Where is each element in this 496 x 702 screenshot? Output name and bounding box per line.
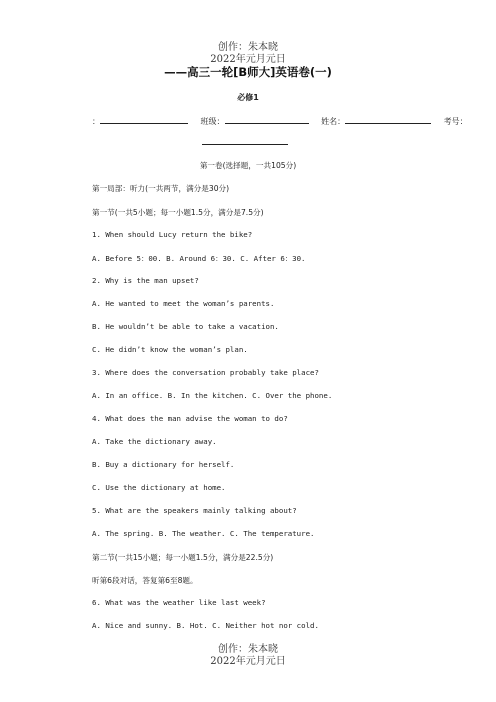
question-3-options: A. In an office. B. In the kitchen. C. Over the phone. xyxy=(92,391,333,400)
question-1: 1. When should Lucy return the bike? xyxy=(92,230,253,239)
part1-section2-title: 第二节(一共15小题；每一小题1.5分，满分是22.5分) xyxy=(92,553,274,562)
document-subtitle: 必修1 xyxy=(237,93,259,102)
question-4: 4. What does the man advise the woman to do? xyxy=(92,414,288,423)
question-1-options: A. Before 5：00. B. Around 6：30. C. After 6：30. xyxy=(92,254,306,263)
question-5: 5. What are the speakers mainly talking about? xyxy=(92,506,297,515)
exam-number-row xyxy=(202,136,288,147)
name-field[interactable] xyxy=(345,115,431,124)
class-field[interactable] xyxy=(225,115,309,124)
exam-label: 考号： xyxy=(443,117,468,126)
footer-author: 创作：朱本晓 xyxy=(218,644,278,655)
question-6: 6. What was the weather like last week? xyxy=(92,598,266,607)
question-2-option-c: C. He didn’t know the woman’s plan. xyxy=(92,345,248,354)
question-6-options: A. Nice and sunny. B. Hot. C. Neither hot nor cold. xyxy=(92,621,319,630)
header-author: 创作：朱本晓 xyxy=(218,42,278,53)
blank-field-1[interactable] xyxy=(100,115,188,124)
header-date: 2022年元月元日 xyxy=(210,54,286,65)
question-2: 2. Why is the man upset? xyxy=(92,276,199,285)
dialog-6-instruction: 听第6段对话，答复第6至8题。 xyxy=(92,576,198,585)
question-4-option-b: B. Buy a dictionary for herself. xyxy=(92,460,235,469)
document-title: ——高三一轮[B师大]英语卷(一) xyxy=(164,65,332,79)
question-5-options: A. The spring. B. The weather. C. The temperature. xyxy=(92,529,315,538)
footer-date: 2022年元月元日 xyxy=(210,656,286,667)
exam-number-field[interactable] xyxy=(202,136,288,145)
part1-section1-title: 第一节(一共5小题；每一小题1.5分，满分是7.5分) xyxy=(92,208,264,217)
question-4-option-a: A. Take the dictionary away. xyxy=(92,437,217,446)
student-info-row xyxy=(92,115,468,127)
question-4-option-c: C. Use the dictionary at home. xyxy=(92,483,226,492)
name-label: 姓名： xyxy=(321,117,346,126)
part1-title: 第一局部：听力(一共两节，满分是30分) xyxy=(92,184,230,193)
question-2-option-a: A. He wanted to meet the woman’s parents. xyxy=(92,299,275,308)
question-2-option-b: B. He wouldn’t be able to take a vacation. xyxy=(92,322,279,331)
section-title: 第一卷(选择题，一共105分) xyxy=(199,161,297,170)
info-prefix: ： xyxy=(92,117,100,126)
question-3: 3. Where does the conversation probably take place? xyxy=(92,368,319,377)
class-label: 班级： xyxy=(200,117,225,126)
